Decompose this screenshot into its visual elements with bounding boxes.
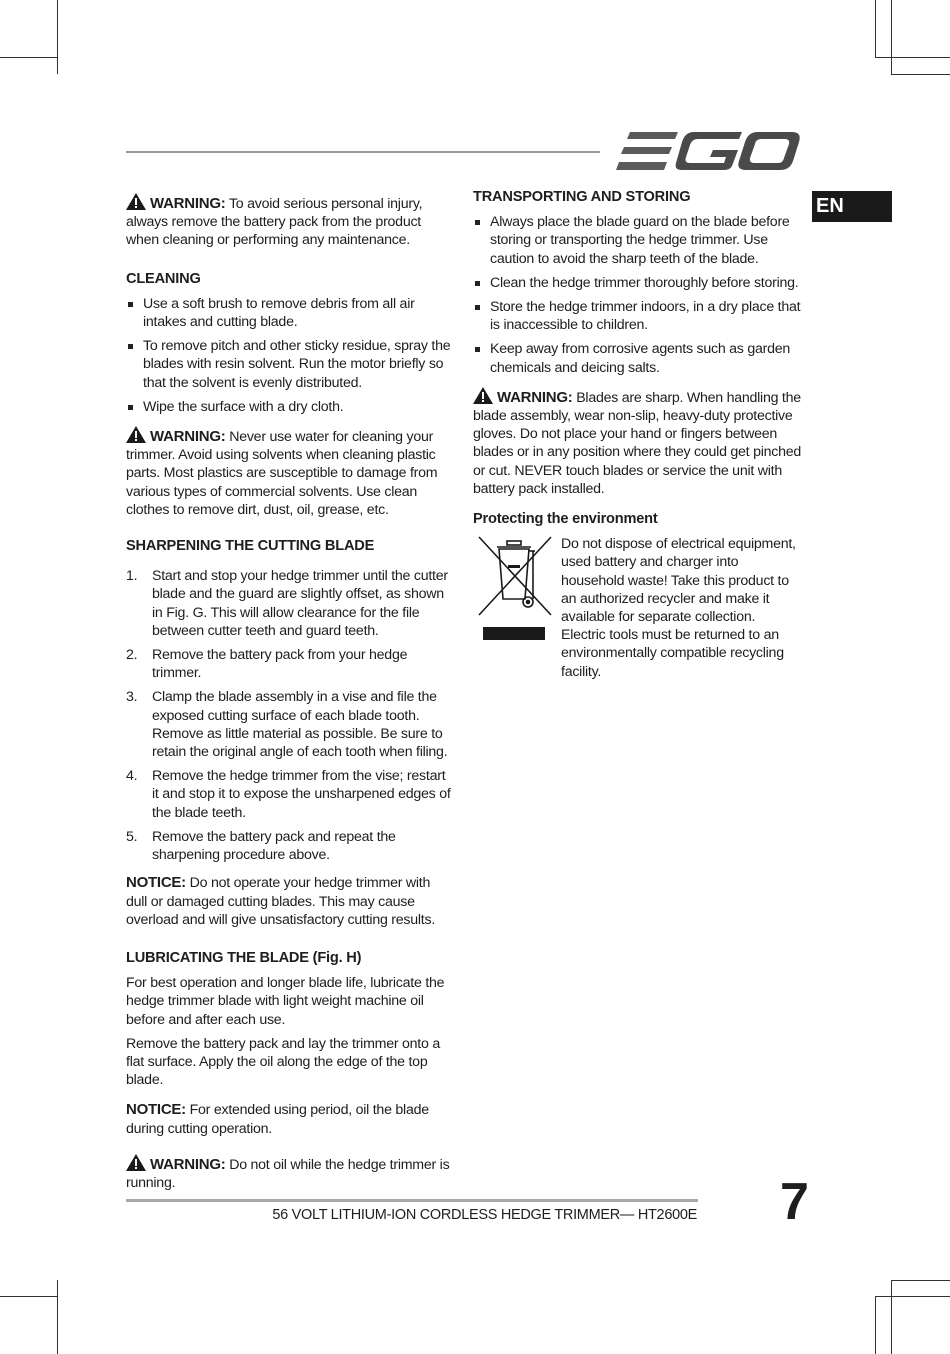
- crop-mark: [875, 1296, 876, 1354]
- list-item: Always place the blade guard on the blade before storing or transporting the hedge trimmer. Use caution to avoid the sharp teeth of the blade.: [473, 213, 801, 268]
- section-heading-transporting: TRANSPORTING AND STORING: [473, 189, 691, 205]
- notice-dull-blades: [126, 874, 454, 929]
- page-number: 7: [780, 1173, 809, 1231]
- crop-mark: [0, 1296, 57, 1297]
- crop-mark: [57, 0, 58, 74]
- crop-mark: [891, 0, 892, 74]
- warning-label: WARNING:: [150, 428, 226, 446]
- warning-label: WARNING:: [497, 388, 573, 406]
- step-text: Clamp the blade assembly in a vise and file the exposed cutting surface of each blade tooth. Remove as little material as possible. Be sure to retain the original angle of each tooth when filing.: [152, 689, 448, 761]
- notice-extended-use: [126, 1101, 454, 1137]
- list-item: [126, 567, 454, 640]
- notice-label: NOTICE:: [126, 874, 186, 892]
- paragraph: For best operation and longer blade life, lubricate the hedge trimmer blade with light weight machine oil before and after each use.: [126, 975, 445, 1028]
- warning-label: WARNING:: [150, 1155, 226, 1173]
- list-item: Store the hedge trimmer indoors, in a dry place that is inaccessible to children.: [473, 298, 801, 334]
- footer-product-title: 56 VOLT LITHIUM-ION CORDLESS HEDGE TRIMMER— HT2600E: [272, 1207, 697, 1223]
- list-item: [126, 646, 454, 682]
- crop-mark: [891, 74, 950, 75]
- crop-mark: [57, 1280, 58, 1354]
- warning-triangle-icon: [126, 1154, 146, 1171]
- crop-mark: [875, 57, 950, 58]
- warning-no-water: [126, 426, 454, 519]
- list-item: Keep away from corrosive agents such as garden chemicals and deicing salts.: [473, 340, 801, 376]
- warning-triangle-icon: [126, 426, 146, 443]
- paragraph: Remove the battery pack and lay the trimmer onto a flat surface. Apply the oil along the edge of the top blade.: [126, 1035, 440, 1089]
- step-text: Start and stop your hedge trimmer until the cutter blade and the guard are slightly offset, as shown in Fig. G. This will allow clearance for the file between cutter teeth and guard teeth.: [152, 568, 448, 639]
- section-heading-lubricating: LUBRICATING THE BLADE (Fig. H): [126, 949, 362, 966]
- section-heading-environment: Protecting the environment: [473, 511, 658, 528]
- ego-logo: [616, 130, 800, 172]
- crop-mark: [891, 1280, 950, 1281]
- section-heading-sharpening: SHARPENING THE CUTTING BLADE: [126, 538, 375, 555]
- language-tab: EN: [812, 191, 892, 222]
- step-text: Remove the battery pack and repeat the sharpening procedure above.: [152, 828, 396, 864]
- left-column: [126, 193, 454, 1192]
- crop-mark: [0, 57, 57, 58]
- crop-mark: [875, 0, 876, 57]
- environment-text: Do not dispose of electrical equipment, used battery and charger into household waste! Take this product to an authorized recycler and make it available for separate collection. Electric tools must be returned to an environmentally compatible recycling facility.: [561, 536, 796, 680]
- step-number: 4.: [126, 768, 138, 785]
- list-item: [126, 688, 454, 761]
- list-item: [126, 828, 454, 864]
- warning-no-oil-running: [126, 1154, 454, 1192]
- warning-label: WARNING:: [150, 195, 226, 212]
- warning-triangle-icon: [126, 193, 146, 210]
- sharpening-steps: [126, 567, 454, 864]
- warning-sharp-blades: [473, 387, 801, 498]
- warning-triangle-icon: [473, 387, 493, 404]
- environment-block: [473, 535, 801, 681]
- step-number: 3.: [126, 689, 138, 706]
- notice-text: For extended using period, oil the blade during cutting operation.: [126, 1102, 429, 1137]
- step-text: Remove the hedge trimmer from the vise; restart it and stop it to expose the unsharpened edges of the blade teeth.: [152, 768, 451, 821]
- warning-text: Do not oil while the hedge trimmer is running.: [126, 1156, 450, 1191]
- notice-label: NOTICE:: [126, 1101, 186, 1119]
- list-item: [126, 767, 454, 822]
- warning-battery-removal: [126, 193, 454, 250]
- weee-symbol: [473, 535, 561, 681]
- list-item: To remove pitch and other sticky residue, spray the blades with resin solvent. Run the motor briefly so that the solvent is evenly distributed.: [126, 337, 454, 392]
- footer-rule: [126, 1199, 698, 1202]
- weee-bar: [483, 627, 545, 640]
- step-number: 2.: [126, 647, 138, 664]
- step-number: 5.: [126, 828, 138, 845]
- section-heading-cleaning: CLEANING: [126, 270, 201, 287]
- right-column: [473, 188, 801, 681]
- crop-mark: [875, 1296, 950, 1297]
- warning-text: Blades are sharp. When handling the blade assembly, wear non-slip, heavy-duty protective gloves. Do not place your hand or fingers between blades or in any position where they could get pinched or cut. NEVER touch blades or service the unit with battery pack installed.: [473, 389, 802, 497]
- warning-text: To avoid serious personal injury, always remove the battery pack from the product when cleaning or performing any maintenance.: [126, 196, 423, 249]
- notice-text: Do not operate your hedge trimmer with dull or damaged cutting blades. This may cause overload and will give unsatisfactory cutting results.: [126, 875, 436, 928]
- crossed-out-wheelie-bin-icon: [475, 535, 555, 617]
- step-text: Remove the battery pack from your hedge trimmer.: [152, 647, 408, 682]
- header-rule: [126, 151, 600, 153]
- list-item: Clean the hedge trimmer thoroughly before storing.: [473, 274, 801, 292]
- cleaning-list: [126, 295, 454, 416]
- warning-text: Never use water for cleaning your trimmer. Avoid using solvents when cleaning plastic parts. Most plastics are susceptible to damage from various types of commercial solvents. Use clean clothes to remove dirt, dust, oil, grease, etc.: [126, 429, 438, 518]
- step-number: 1.: [126, 568, 138, 585]
- list-item: Use a soft brush to remove debris from all air intakes and cutting blade.: [126, 295, 454, 331]
- list-item: Wipe the surface with a dry cloth.: [126, 398, 454, 416]
- crop-mark: [891, 1280, 892, 1354]
- transporting-list: [473, 213, 801, 377]
